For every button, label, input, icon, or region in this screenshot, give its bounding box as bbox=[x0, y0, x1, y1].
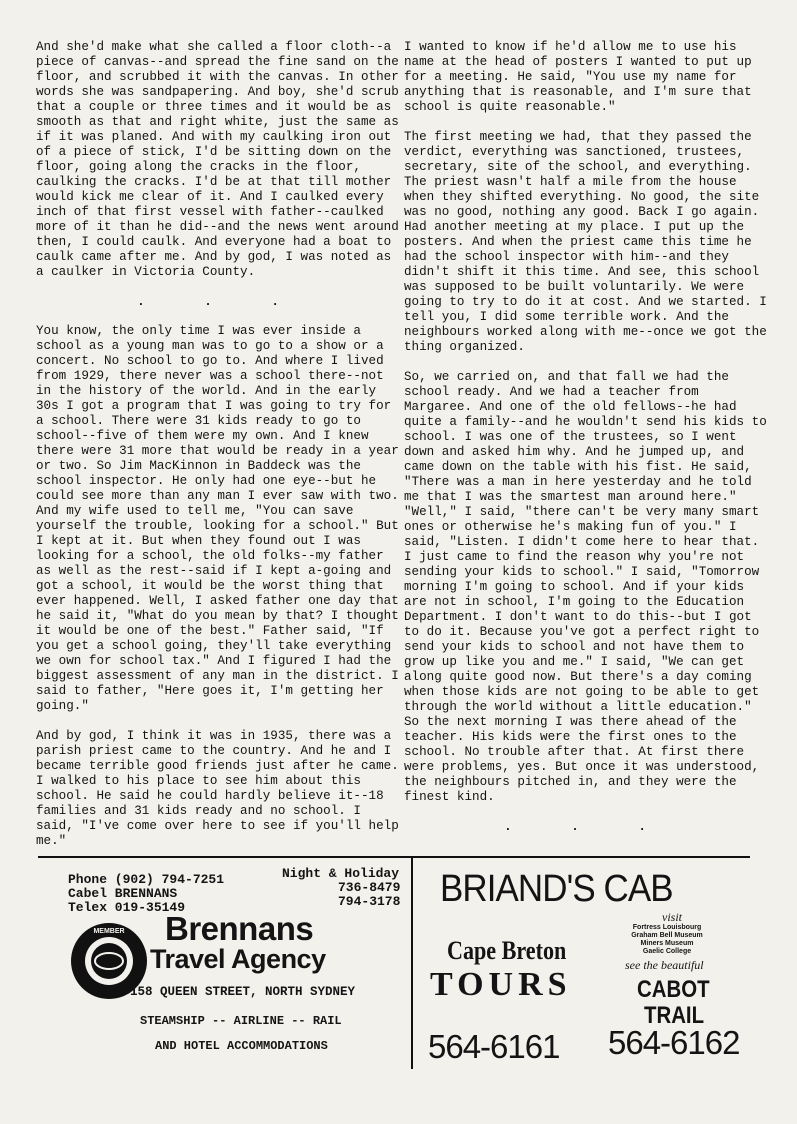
site-item: Graham Bell Museum bbox=[631, 932, 703, 939]
right-column bbox=[404, 40, 772, 849]
brennans-services-2: AND HOTEL ACCOMMODATIONS bbox=[155, 1039, 328, 1053]
paragraph-priest: And by god, I think it was in 1935, there was a parish priest came to the country. And he and I became terrible good friends just after he came. I walked to his place to see him about this school. He said he could hardly believe it--18 families and 31 kids ready and no school. I said, "I've come over here to see if you'll help me." bbox=[36, 729, 399, 848]
brennans-night-phone-1: 736-8479 bbox=[338, 880, 401, 895]
site-item: Gaelic College bbox=[642, 948, 692, 955]
sites-list bbox=[612, 924, 722, 956]
brennans-name: Brennans bbox=[165, 910, 314, 947]
paragraph-teacher: So, we carried on, and that fall we had the school ready. And we had a teacher from Margaree. And one of the old fellows--he had quite a family--and he wouldn't send his kids to school. I was one of the trustees, so I went down and asked him why. And he jumped up, and came down on the table with his fist. He said, "There was a man in here yesterday and he told me that I was the smartest man around here." "Well," I said, "there can't be very many smart ones or otherwise he's making fun of you." I said, "Listen. I didn't come here to hear that. I just came to find the reason why you're not sending your kids to school." I said, "Tomorrow morning I'm going to school. And if your kids are not in school, I'm going to the Education Department. I don't want to do this--but I got to do it. Because you've got a perfect right to send your kids to school and not have them to grow up like you and me." I said, "We can get along quite good now. But there's a day coming when those kids are not going to be able to get through the world without a little education." So the next morning I was there ahead of the teacher. His kids were the first ones to the school. No trouble after that. At first there were problems, yes. But once it was understood, the neighbours pitched in, and they were the finest kind. bbox=[404, 370, 767, 804]
visit-label: visit bbox=[662, 910, 682, 924]
site-item: Fortress Louisbourg bbox=[632, 924, 702, 931]
trail-label: TRAIL bbox=[644, 1002, 705, 1029]
seal-member-label: MEMBER bbox=[93, 928, 125, 935]
brennans-cable: Cabel BRENNANS bbox=[68, 886, 178, 901]
briands-phone-2: 564-6162 bbox=[608, 1024, 740, 1061]
brennans-agency: Travel Agency bbox=[150, 944, 326, 974]
brennans-services-1: STEAMSHIP -- AIRLINE -- RAIL bbox=[140, 1014, 342, 1028]
paragraph-school: You know, the only time I was ever inside a school as a young man was to go to a show or a concert. No school to go to. And where I lived from 1929, there never was a school there--not in the history of the world. And in the early 30s I got a program that I was going to try for a school. There were 31 kids ready to go to school--five of them were my own. And I knew there were 31 more that would be ready in a year or two. So Jim MacKinnon in Baddeck was the school inspector. He only had one eye--but he could see more than any man I ever saw with two. And my wife used to tell me, "You can save yourself the trouble, looking for a school." But I kept at it. But when they found out I was looking for a school, the old folks--my father as well as the rest--said if I kept a-going and got a school, it would be the worst thing that ever happened. Well, I asked father one day that he said it, "What do you mean by that? I thought it would be one of the best." Father said, "If you get a school going, they'll take everything we own for school tax." And I figured I had the biggest assessment of any man in the district. I said to father, "Here goes it, I'm getting her going." bbox=[36, 324, 399, 713]
brennans-phone: Phone (902) 794-7251 bbox=[68, 872, 225, 887]
section-separator-end: . . . bbox=[504, 820, 672, 834]
paragraph-posters: I wanted to know if he'd allow me to use his name at the head of posters I wanted to put up for a meeting. He said, "You use my name for anything that is reasonable, and I'm sure that school is quite reasonable." bbox=[404, 40, 752, 114]
paragraph-meeting: The first meeting we had, that they passed the verdict, everything was sanctioned, trustees, secretary, site of the school, and everything. The priest wasn't half a mile from the house when they shifted everything. No good, the site was no good, nothing any good. Back I go again. Had another meeting at my place. I put up the posters. And when the priest came this time he had the school inspector with him--and they didn't shift it this time. And see, this school was supposed to be built voluntarily. We were going to try to do it at cost. And we started. I tell you, I did some terrible work. And the neighbours worked along with me--once we got the thing organized. bbox=[404, 130, 767, 354]
cabot-label: CABOT bbox=[637, 976, 710, 1003]
tours-label: TOURS bbox=[430, 966, 572, 1003]
paragraph-caulking: And she'd make what she called a floor cloth--a piece of canvas--and spread the fine sand on the floor, and scrubbed it with the canvas. In other words she was sandpapering. And boy, she'd scrub that a couple or three times and it would be as smooth as that and right white, just the same as if it was planed. And with my caulking iron out of a piece of stick, I'd be sitting down on the floor, going along the cracks in the floor, caulking the cracks. I'd be at that till mother would kick me clear of it. And I caulked every inch of that first vessel with father--caulked more of it than he did--and the news went around then, I could caulk. And everyone had a boat to caulk came after me. And by god, I was noted as a caulker in Victoria County. bbox=[36, 40, 399, 279]
left-column bbox=[36, 40, 406, 864]
site-item: Miners Museum bbox=[640, 940, 694, 947]
see-beautiful-label: see the beautiful bbox=[625, 958, 704, 972]
ad-divider-vertical bbox=[411, 857, 413, 1069]
cape-breton-label: Cape Breton bbox=[447, 936, 567, 965]
brennans-address: 158 QUEEN STREET, NORTH SYDNEY bbox=[130, 985, 356, 999]
briands-title: BRIAND'S CAB bbox=[440, 868, 673, 910]
brennans-telex: Telex 019-35149 bbox=[68, 900, 186, 915]
brennans-night-label: Night & Holiday bbox=[282, 866, 400, 881]
briands-phone-1: 564-6161 bbox=[428, 1028, 560, 1065]
ad-divider-horizontal bbox=[38, 856, 750, 858]
brennans-night-phone-2: 794-3178 bbox=[338, 894, 401, 909]
section-separator: . . . bbox=[137, 295, 305, 309]
